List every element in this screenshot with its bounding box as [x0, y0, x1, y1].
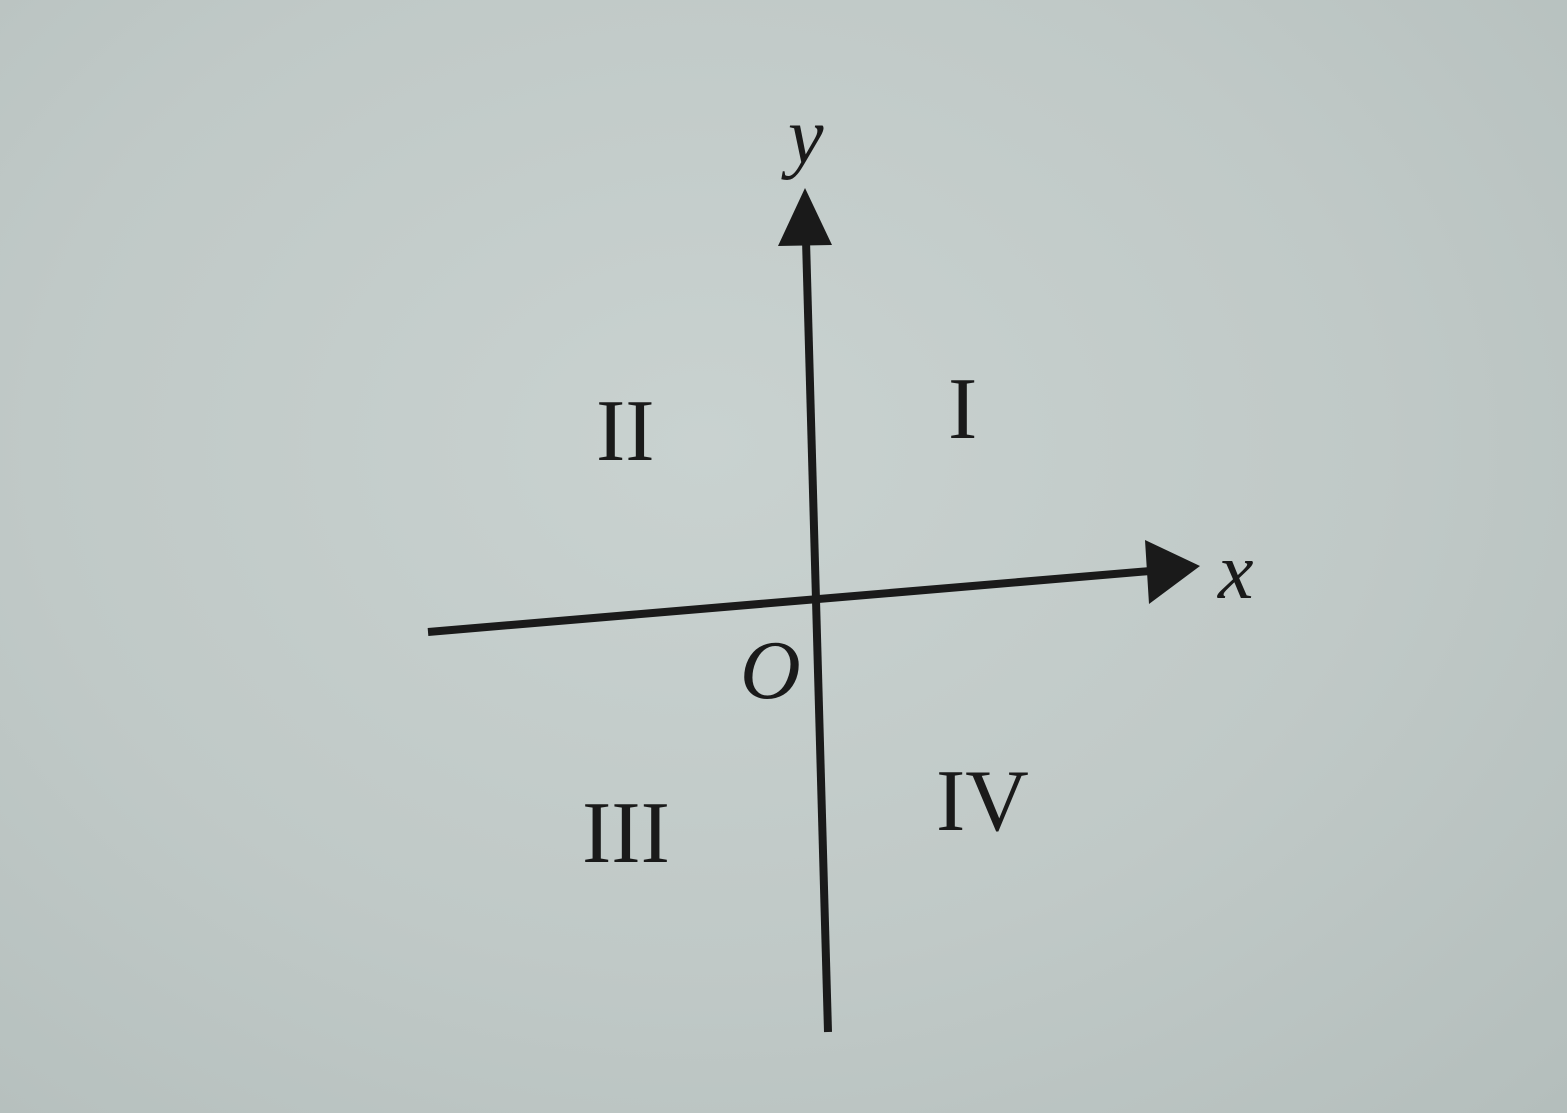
x-axis-label: x — [1218, 528, 1254, 616]
origin-label: O — [740, 624, 801, 717]
y-axis-label: y — [788, 93, 824, 181]
quadrant-label-iv: IV — [936, 753, 1029, 850]
quadrant-label-i: I — [948, 361, 978, 458]
y-axis-arrowhead — [778, 188, 832, 246]
x-axis-arrowhead — [1145, 540, 1200, 604]
x-axis-line — [428, 571, 1150, 632]
y-axis-line — [806, 240, 828, 1032]
quadrant-label-iii: III — [582, 785, 670, 882]
quadrant-label-ii: II — [596, 383, 655, 480]
